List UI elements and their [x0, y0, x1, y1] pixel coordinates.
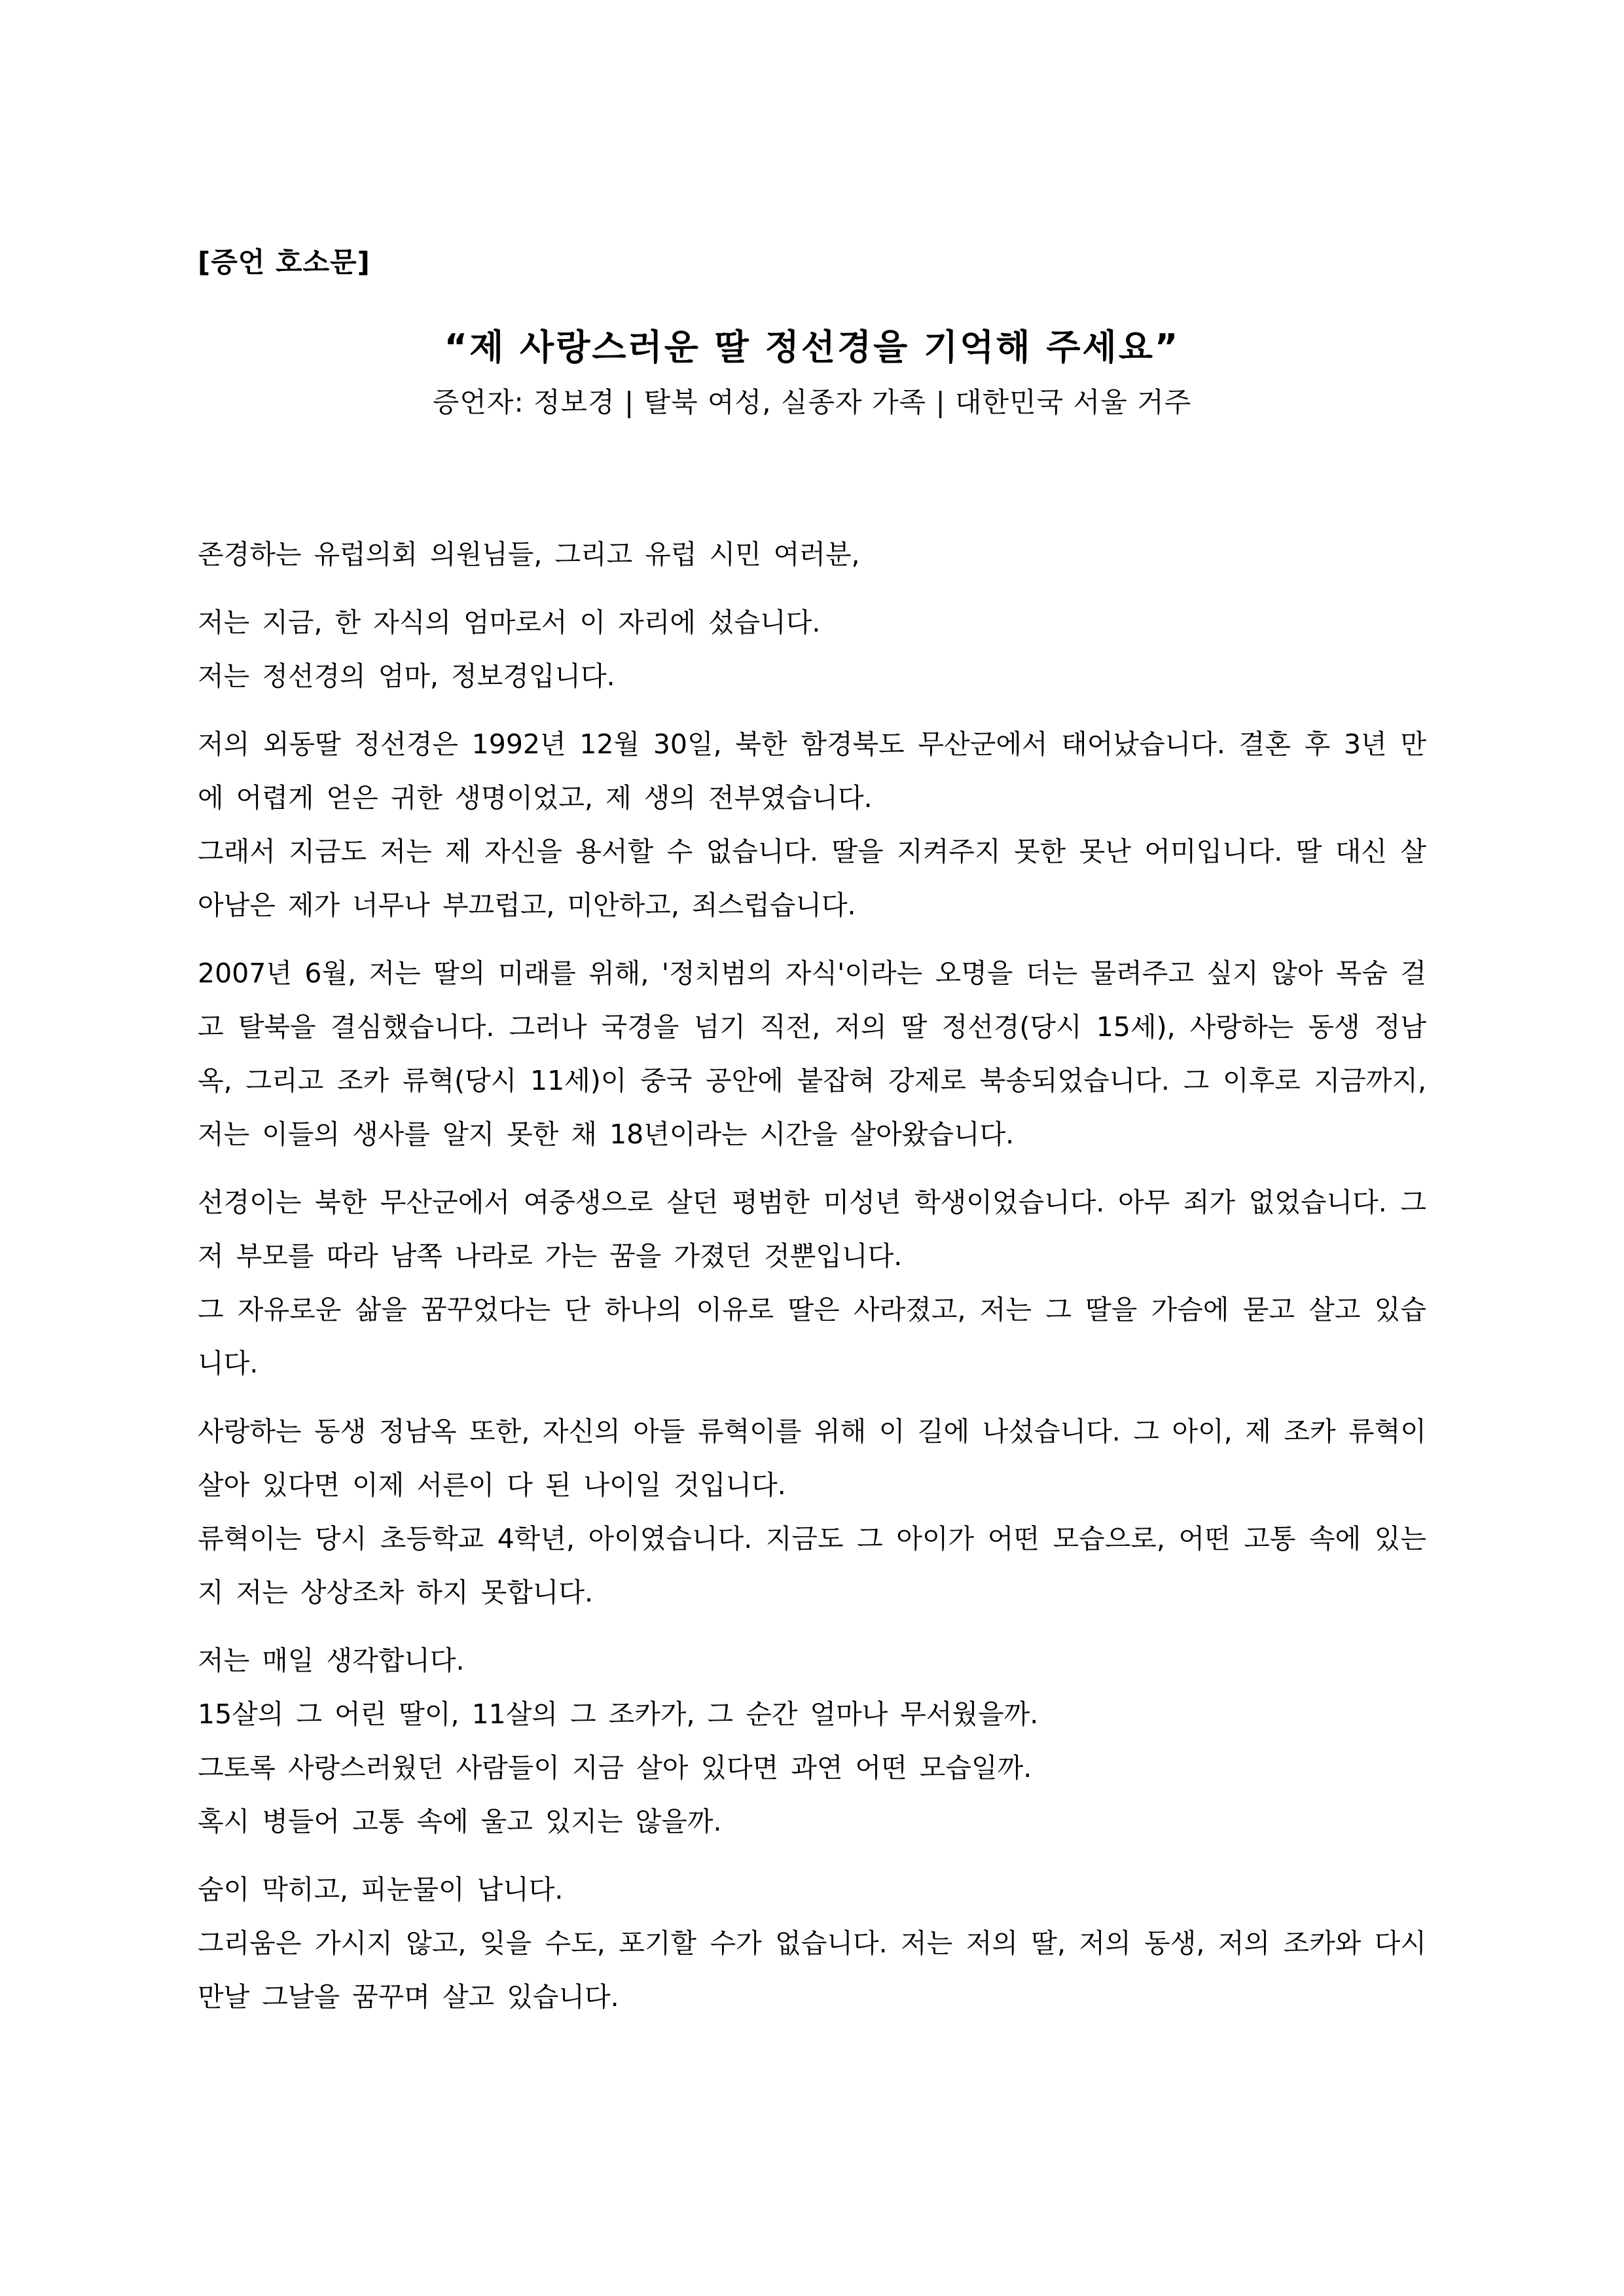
paragraph-line: 류혁이는 당시 초등학교 4학년, 아이였습니다. 지금도 그 아이가 어떤 모습으로, 어떤 고통 속에 있는지 저는 상상조차 하지 못합니다.: [198, 1523, 1426, 1608]
paragraph-line: 그리움은 가시지 않고, 잊을 수도, 포기할 수가 없습니다. 저는 저의 딸, 저의 동생, 저의 조카와 다시 만날 그날을 꿈꾸며 살고 있습니다.: [198, 1928, 1426, 2013]
paragraph-thoughts: [198, 1634, 1426, 1848]
paragraph-line: 15살의 그 어린 딸이, 11살의 그 조카가, 그 순간 얼마나 무서웠을까.: [198, 1698, 1039, 1730]
paragraph-line: 사랑하는 동생 정남옥 또한, 자신의 아들 류혁이를 위해 이 길에 나섰습니다. 그 아이, 제 조카 류혁이 살아 있다면 이제 서른이 다 된 나이일 것입니다.: [198, 1416, 1427, 1501]
paragraph-longing: [198, 1863, 1426, 2024]
paragraph-line: 2007년 6월, 저는 딸의 미래를 위해, '정치범의 자식'이라는 오명을 더는 물려주고 싶지 않아 목숨 걸고 탈북을 결심했습니다. 그러나 국경을 넘기 직전, 저의 딸 정선경(당시 15세), 사랑하는 동생 정남옥, 그리고 조카 류혁(당시 11세)이 중국 공안에 붙잡혀 강제로 북송되었습니다. 그 이후로 지금까지, 저는 이들의 생사를 알지 못한 채 18년이라는 시간을 살아왔습니다.: [198, 958, 1426, 1150]
document-body: [198, 528, 1426, 2038]
paragraph-line: 저의 외동딸 정선경은 1992년 12월 30일, 북한 함경북도 무산군에서 태어났습니다. 결혼 후 3년 만에 어렵게 얻은 귀한 생명이었고, 제 생의 전부였습니다.: [198, 728, 1426, 814]
paragraph-defection: [198, 946, 1426, 1161]
paragraph-line: 그토록 사랑스러웠던 사람들이 지금 살아 있다면 과연 어떤 모습일까.: [198, 1752, 1032, 1784]
paragraph-salutation: [198, 528, 1426, 581]
paragraph-line: 선경이는 북한 무산군에서 여중생으로 살던 평범한 미성년 학생이었습니다. 아무 죄가 없었습니다. 그저 부모를 따라 남쪽 나라로 가는 꿈을 가졌던 것뿐입니다.: [198, 1187, 1426, 1272]
paragraph-line: 그래서 지금도 저는 제 자신을 용서할 수 없습니다. 딸을 지켜주지 못한 못난 어미입니다. 딸 대신 살아남은 제가 너무나 부끄럽고, 미안하고, 죄스럽습니다.: [198, 836, 1426, 921]
document-subtitle: 증언자: 정보경 | 탈북 여성, 실종자 가족 | 대한민국 서울 거주: [432, 386, 1192, 418]
paragraph-line: 혹시 병들어 고통 속에 울고 있지는 않을까.: [198, 1806, 722, 1837]
document-label: [증언 호소문]: [198, 246, 370, 278]
paragraph-sister-nephew: [198, 1405, 1426, 1619]
paragraph-line: 저는 매일 생각합니다.: [198, 1645, 465, 1676]
paragraph-sungyeong: [198, 1175, 1426, 1390]
paragraph-line: 그 자유로운 삶을 꿈꾸었다는 단 하나의 이유로 딸은 사라졌고, 저는 그 딸을 가슴에 묻고 살고 있습니다.: [198, 1294, 1426, 1379]
document-title: “제 사랑스러운 딸 정선경을 기억해 주세요”: [444, 327, 1180, 368]
paragraph-line: 숨이 막히고, 피눈물이 납니다.: [198, 1874, 564, 1905]
paragraph-line: 저는 지금, 한 자식의 엄마로서 이 자리에 섰습니다.: [198, 607, 821, 638]
paragraph-introduction: [198, 596, 1426, 703]
paragraph-line: 존경하는 유럽의회 의원님들, 그리고 유럽 시민 여러분,: [198, 539, 860, 570]
paragraph-line: 저는 정선경의 엄마, 정보경입니다.: [198, 660, 615, 692]
paragraph-daughter: [198, 717, 1426, 932]
